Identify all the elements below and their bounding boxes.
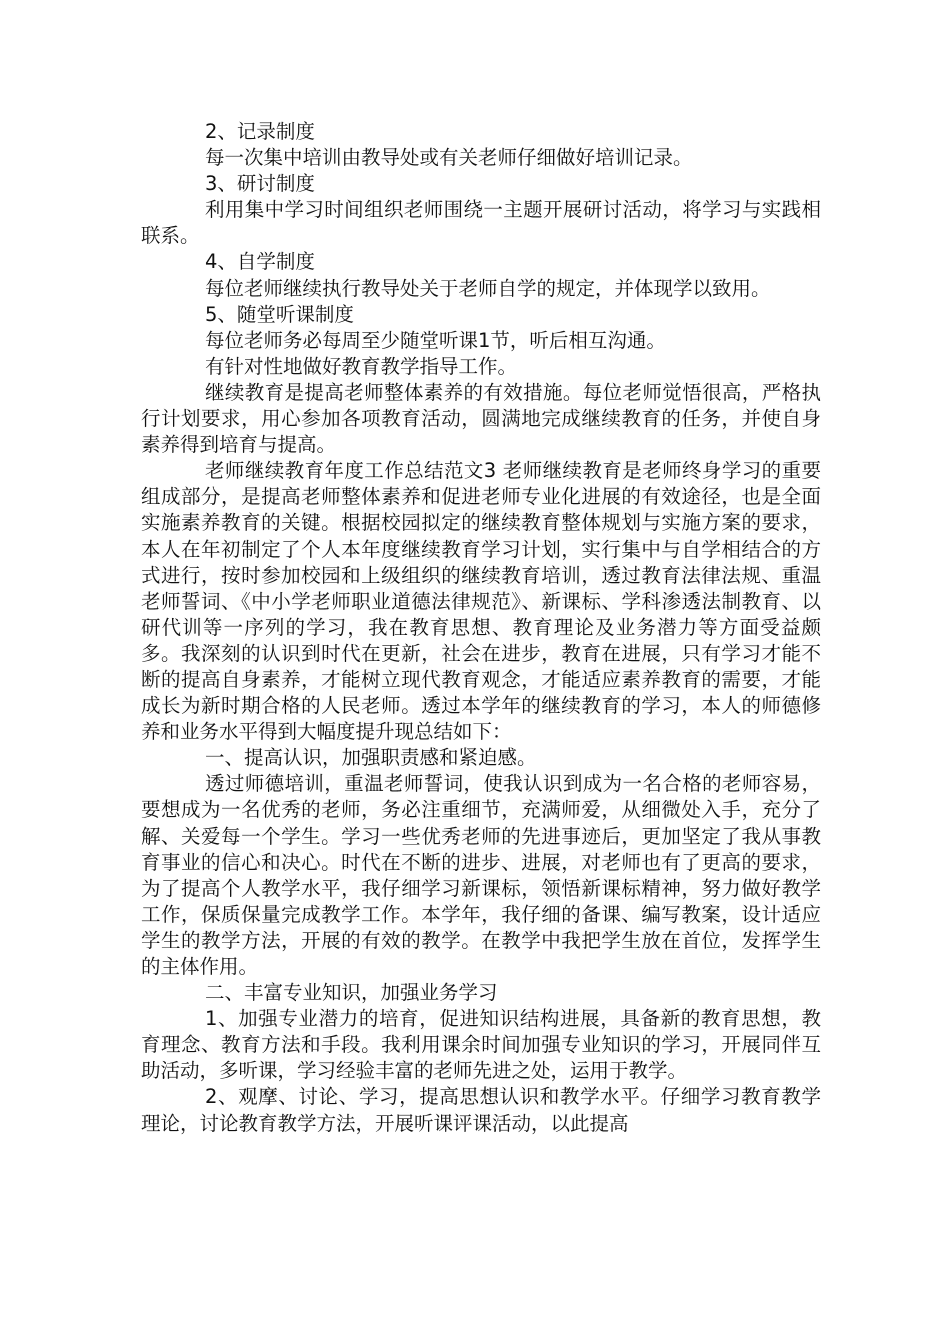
heading-discussion-system: 3、研讨制度 (205, 172, 315, 196)
heading-section-two: 二、丰富专业知识，加强业务学习 (205, 981, 498, 1005)
heading-self-study-system: 4、自学制度 (205, 250, 315, 274)
paragraph-class-observation: 每位老师务必每周至少随堂听课1节，听后相互沟通。 (205, 328, 666, 352)
paragraph-continuing-education: 继续教育是提高老师整体素养的有效措施。每位老师觉悟很高，严格执行计划要求，用心参加各项教育活动，圆满地完成继续教育的任务，并使自身素养得到培育与提高。 (141, 380, 821, 457)
paragraph-discussion-system: 利用集中学习时间组织老师围绕一主题开展研讨活动，将学习与实践相联系。 (141, 198, 821, 248)
paragraph-professional-ability: 1、加强专业潜力的培育，促进知识结构进展，具备新的教育思想，教育理念、教育方法和手段。我利用课余时间加强专业知识的学习，开展同伴互助活动，多听课，学习经验丰富的老师先进之处，运用于教学。 (141, 1007, 821, 1083)
paragraph-ethics-training: 透过师德培训，重温老师誓词，使我认识到成为一名合格的老师容易，要想成为一名优秀的老师，务必注重细节，充满师爱，从细微处入手，充分了解、关爱每一个学生。学习一些优秀老师的先进事迹后，更加坚定了我从事教育事业的信心和决心。时代在不断的进步、进展，对老师也有了更高的要求，为了提高个人教学水平，我仔细学习新课标，领悟新课标精神，努力做好教学工作，保质保量完成教学工作。本学年，我仔细的备课、编写教案，设计适应学生的教学方法，开展的有效的教学。在教学中我把学生放在首位，发挥学生的主体作用。 (141, 772, 821, 978)
heading-section-one: 一、提高认识，加强职责感和紧迫感。 (205, 746, 537, 770)
paragraph-observation-discussion: 2、观摩、讨论、学习，提高思想认识和教学水平。仔细学习教育教学理论，讨论教育教学方法，开展听课评课活动，以此提高 (141, 1085, 821, 1135)
heading-class-observation-system: 5、随堂听课制度 (205, 302, 354, 326)
paragraph-self-study-system: 每位老师继续执行教导处关于老师自学的规定，并体现学以致用。 (205, 276, 771, 300)
paragraph-record-system: 每一次集中培训由教导处或有关老师仔细做好培训记录。 (205, 146, 693, 170)
heading-record-system: 2、记录制度 (205, 120, 315, 143)
document-body (141, 119, 821, 1137)
paragraph-teaching-guidance: 有针对性地做好教育教学指导工作。 (205, 354, 518, 378)
paragraph-summary-sample-3: 老师继续教育年度工作总结范文3 老师继续教育是老师终身学习的重要组成部分，是提高老师整体素养和促进老师专业化进展的有效途径，也是全面实施素养教育的关键。根据校园拟定的继续教育整体规划与实施方案的要求，本人在年初制定了个人本年度继续教育学习计划，实行集中与自学相结合的方式进行，按时参加校园和上级组织的继续教育培训，透过教育法律法规、重温老师誓词、《中小学老师职业道德法律规范》、新课标、学科渗透法制教育、以研代训等一序列的学习，我在教育思想、教育理论及业务潜力等方面受益颇多。我深刻的认识到时代在更新，社会在进步，教育在进展，只有学习才能不断的提高自身素养，才能树立现代教育观念，才能适应素养教育的需要，才能成长为新时期合格的人民老师。透过本学年的继续教育的学习，本人的师德修养和业务水平得到大幅度提升现总结如下： (141, 459, 821, 744)
